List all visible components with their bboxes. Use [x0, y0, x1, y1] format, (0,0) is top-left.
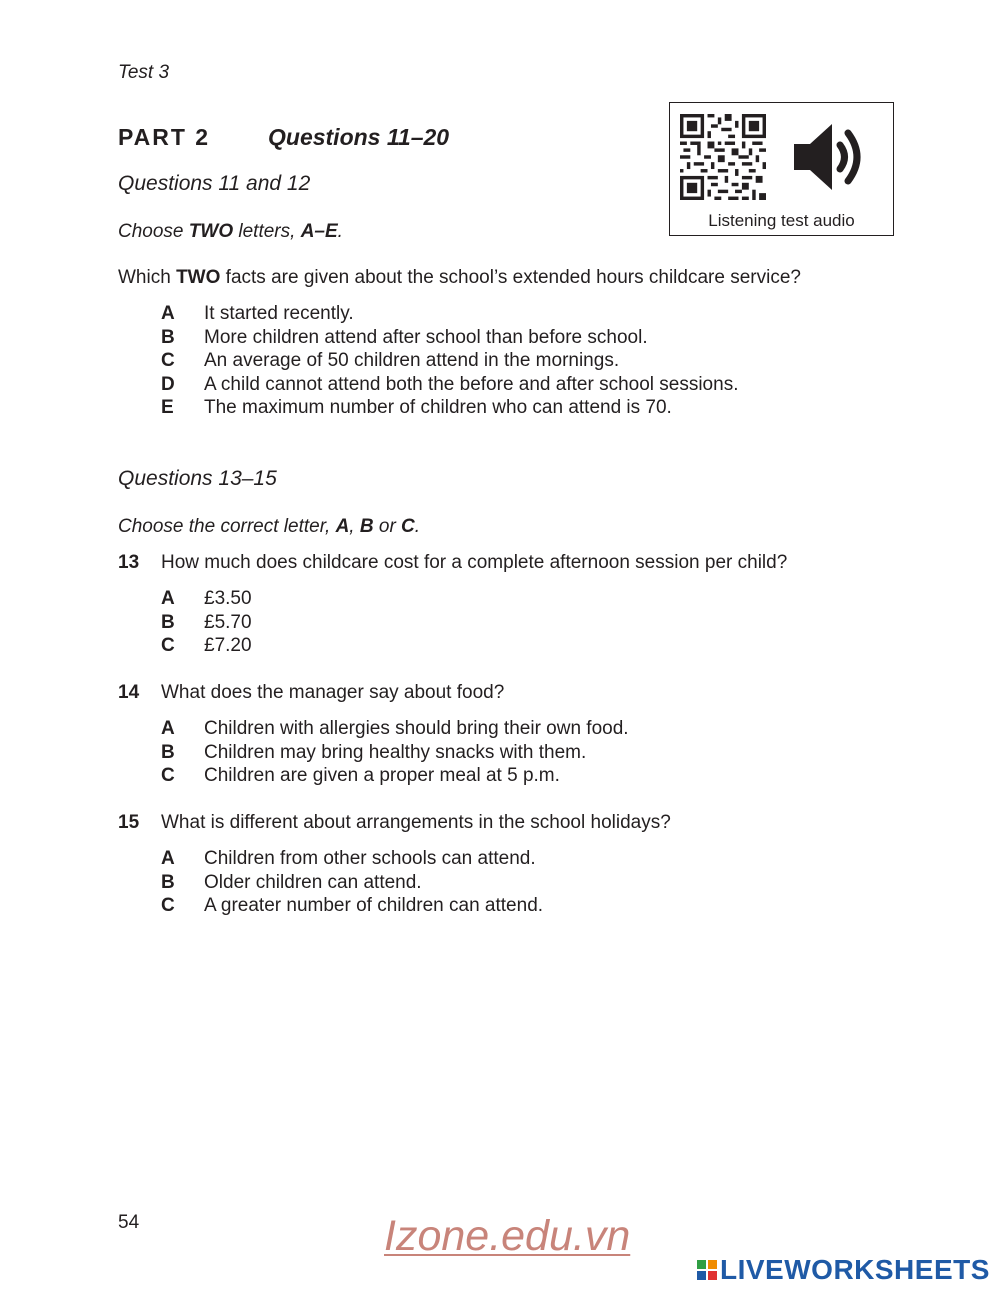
option-c[interactable] [161, 894, 543, 918]
option-letter: B [161, 326, 175, 348]
option-text: More children attend after school than before school. [204, 326, 648, 348]
question-number: 15 [118, 812, 140, 833]
options-14 [161, 717, 629, 788]
instruction-bold: TWO [188, 221, 234, 242]
section-title-11-12: Questions 11 and 12 [118, 172, 311, 195]
option-text: Children may bring healthy snacks with them. [204, 741, 587, 763]
liveworksheets-logo[interactable] [697, 1254, 990, 1286]
logo-blocks-icon [697, 1260, 717, 1280]
option-text: Older children can attend. [204, 871, 422, 893]
option-letter: B [161, 871, 175, 893]
instruction-text: . [337, 221, 343, 242]
option-a[interactable] [161, 587, 252, 611]
audio-box[interactable] [669, 102, 894, 236]
option-text: A child cannot attend both the before and after school sessions. [204, 373, 739, 395]
watermark-link[interactable]: Izone.edu.vn [384, 1212, 631, 1260]
option-letter: D [161, 373, 175, 395]
question-11-12 [118, 267, 801, 289]
options-13 [161, 587, 252, 658]
option-letter: E [161, 397, 174, 418]
option-letter: C [161, 765, 175, 786]
question-text: facts are given about the school’s extended hours childcare service? [220, 267, 801, 288]
option-b[interactable] [161, 871, 543, 895]
options-11-12 [161, 302, 738, 420]
option-letter: B [161, 741, 175, 763]
brand-name: LIVEWORKSHEETS [720, 1254, 990, 1285]
option-text: An average of 50 children attend in the mornings. [204, 350, 620, 371]
option-letter: A [161, 588, 175, 609]
option-letter: A [161, 718, 175, 739]
instruction-text: , [349, 516, 360, 537]
option-text: £3.50 [204, 588, 252, 609]
audio-label: Listening test audio [708, 211, 855, 230]
test-label: Test 3 [118, 62, 170, 83]
question-number: 13 [118, 552, 140, 573]
speaker-icon[interactable] [790, 120, 870, 194]
instruction-bold: C [401, 516, 415, 537]
instruction-13-15 [118, 516, 420, 538]
page-number: 54 [118, 1212, 140, 1233]
option-text: Children are given a proper meal at 5 p.m. [204, 765, 560, 786]
option-c[interactable] [161, 634, 252, 658]
option-letter: A [161, 848, 175, 869]
option-c[interactable] [161, 349, 738, 373]
instruction-bold: A [335, 516, 350, 537]
question-text: What is different about arrangements in the school holidays? [161, 812, 671, 833]
option-b[interactable] [161, 326, 738, 350]
instruction-text: Choose [118, 221, 189, 242]
instruction-text: letters, [233, 221, 301, 242]
instruction-text: . [414, 516, 421, 537]
option-c[interactable] [161, 764, 629, 788]
question-bold: TWO [176, 267, 221, 288]
section-title-13-15: Questions 13–15 [118, 467, 277, 490]
instruction-bold: B [359, 516, 374, 537]
option-letter: A [161, 303, 175, 324]
option-text: £7.20 [204, 635, 252, 656]
question-text: What does the manager say about food? [161, 682, 505, 703]
question-text: Which [118, 267, 177, 288]
option-a[interactable] [161, 302, 738, 326]
option-text: Children with allergies should bring their own food. [204, 718, 629, 739]
option-text: £5.70 [204, 611, 252, 633]
option-d[interactable] [161, 373, 738, 397]
option-letter: C [161, 895, 175, 916]
option-b[interactable] [161, 741, 629, 765]
option-a[interactable] [161, 847, 543, 871]
options-15 [161, 847, 543, 918]
option-text: The maximum number of children who can attend is 70. [204, 397, 672, 418]
option-letter: C [161, 635, 175, 656]
instruction-bold: A–E [300, 221, 338, 242]
option-e[interactable] [161, 396, 738, 420]
part-title: PART 2 [118, 124, 211, 150]
option-letter: C [161, 350, 175, 371]
option-text: It started recently. [204, 303, 354, 324]
option-text: Children from other schools can attend. [204, 848, 536, 869]
instruction-11-12 [118, 221, 343, 243]
part-questions-range: Questions 11–20 [268, 124, 450, 150]
option-letter: B [161, 611, 175, 633]
question-text: How much does childcare cost for a complete afternoon session per child? [161, 552, 788, 573]
qr-code-icon[interactable] [680, 114, 766, 200]
option-text: A greater number of children can attend. [204, 895, 544, 916]
option-a[interactable] [161, 717, 629, 741]
option-b[interactable] [161, 611, 252, 635]
instruction-text: Choose the correct letter, [118, 516, 336, 537]
instruction-text: or [373, 516, 402, 537]
question-number: 14 [118, 682, 140, 703]
